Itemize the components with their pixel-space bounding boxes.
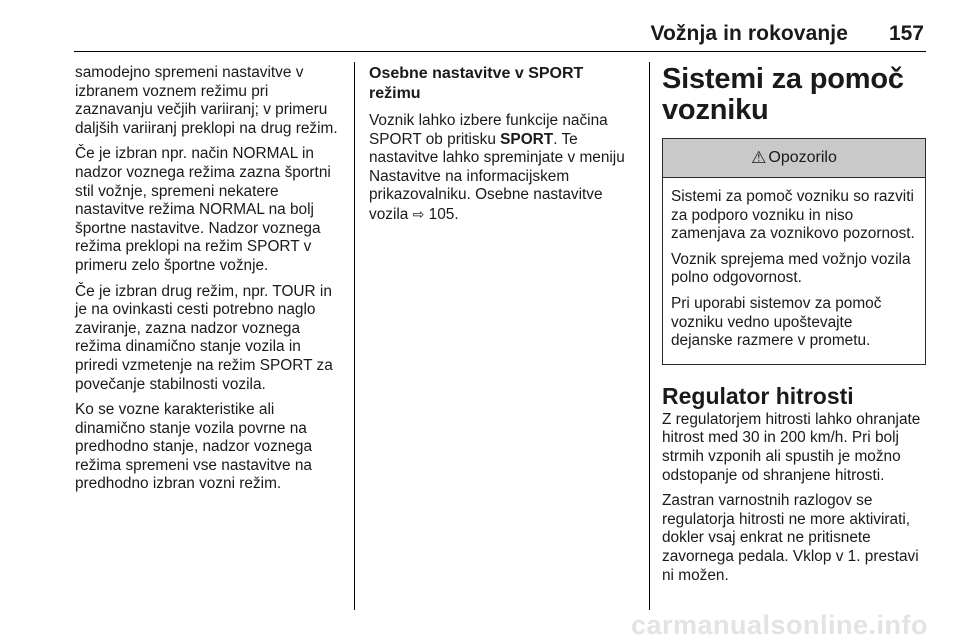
warning-triangle-icon: ⚠	[751, 147, 767, 167]
arrow-reference-icon: ⇨	[412, 205, 425, 222]
warning-box	[662, 138, 926, 365]
paragraph-text: Voznik lahko izbere funkcije načina SPORT ob pritisku	[369, 112, 608, 148]
paragraph: Z regulatorjem hitrosti lahko ohranjate hitrost med 30 in 200 km/h. Pri bolj strmih vzponih ali spustih je možno odstopanje od shranjene hitrosti.	[662, 410, 921, 484]
column-3	[662, 64, 932, 592]
paragraph: samodejno spremeni nastavitve v izbranem voznem režimu pri zaznavanju večjih variiranj; v primeru daljših variiranj preklopi na drug režim.	[75, 64, 338, 137]
warning-header	[663, 139, 925, 178]
warning-paragraph: Sistemi za pomoč vozniku so razviti za podporo vozniku in niso zamenjava za voznikovo pozornost.	[671, 188, 915, 243]
page-reference: 105.	[428, 205, 459, 223]
section-title: Sistemi za pomoč vozniku	[662, 63, 904, 126]
header-divider	[74, 51, 926, 52]
paragraph-text: . Te nastavitve lahko spreminjate v meniju Nastavitve na informacijskem prikazovalniku. Osebne nastavitve vozila	[369, 130, 625, 223]
page-number: 157	[888, 22, 924, 45]
paragraph: Če je izbran npr. način NORMAL in nadzor voznega režima zazna športni stil vožnje, spremeni nekatere nastavitve režima NORMAL na bolj športne nastavitve. Nadzor voznega režima preklopi na režim SPORT v primeru zelo športne vožnje.	[75, 145, 331, 274]
sport-button-label: SPORT	[500, 130, 554, 148]
paragraph: Zastran varnostnih razlogov se regulatorja hitrosti ne more aktivirati, dokler vsaj enkrat ne pritisnete zavornega pedala. Vklop v 1. prestavi ni možen.	[662, 492, 919, 584]
warning-paragraph: Pri uporabi sistemov za pomoč vozniku vedno upoštevajte dejanske razmere v prometu.	[671, 294, 882, 350]
warning-paragraph: Voznik sprejema med vožnjo vozila polno odgovornost.	[671, 250, 911, 287]
sport-settings-heading: Osebne nastavitve v SPORT režimu	[369, 65, 584, 102]
warning-title: Opozorilo	[768, 148, 837, 166]
subsection-title: Regulator hitrosti	[662, 382, 854, 409]
running-header-title: Vožnja in rokovanje	[650, 22, 848, 45]
column-2	[369, 64, 639, 232]
column-divider-1	[354, 62, 355, 610]
site-watermark: carmanualsonline.info	[630, 610, 928, 640]
warning-body	[663, 178, 925, 364]
paragraph: Če je izbran drug režim, npr. TOUR in je na ovinkasti cesti potrebno naglo zaviranje, zazna nadzor voznega režima dinamično stanje vozila in priredi vzmetenje na režim SPORT za povečanje stabilnosti vozila.	[75, 282, 333, 393]
paragraph: Ko se vozne karakteristike ali dinamično stanje vozila povrne na predhodno stanje, nadzor voznega režima spremeni vse nastavitve na predhodno izbran vozni režim.	[75, 401, 313, 493]
column-1	[75, 64, 345, 501]
paragraph	[369, 112, 639, 225]
column-divider-2	[649, 62, 650, 610]
